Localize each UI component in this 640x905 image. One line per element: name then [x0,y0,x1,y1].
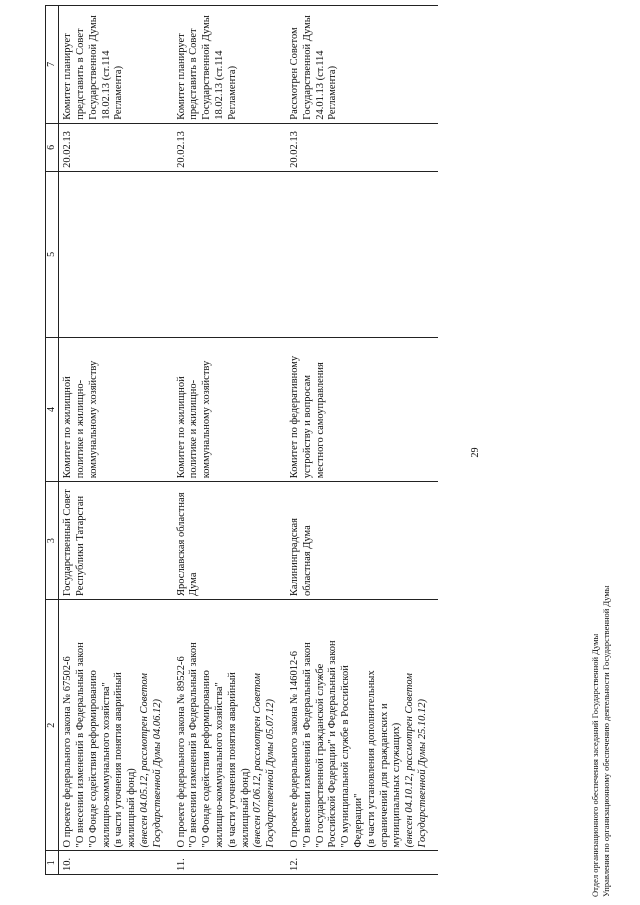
bill-line: жилищно-коммунального хозяйства" [100,682,112,848]
bill-line: (в части установления дополнительных [365,670,377,848]
bill-line: О проекте федерального закона № 89522-6 [175,656,187,848]
bill-line: О проекте федерального закона № 146012-6 [288,650,300,848]
column-number: 1 [46,851,59,875]
column-number: 2 [46,599,59,850]
initiator: Калининградская областная Дума [286,482,438,600]
bill-line: (в части уточнения понятия аварийный [113,672,125,848]
bill-line: Федерации" [352,793,364,848]
bill-line: "О внесении изменений в Федеральный закон [188,642,200,848]
bill-description [173,599,286,850]
bill-description [286,599,438,850]
bill-line: "О муниципальной службе в Российской [340,665,352,848]
column-number: 3 [46,482,59,600]
bill-line: ограничений для гражданских и [378,703,390,848]
table-row [173,6,286,875]
column-number-row [46,6,59,875]
status: Комитет планирует представить в Совет Государственной Думы 18.02.13 (ст.114 Регламента) [173,6,286,124]
column-number: 7 [46,6,59,124]
bill-line: жилищно-коммунального хозяйства" [213,682,225,848]
bill-line: "О государственной гражданской службе [314,663,326,848]
footer-line: Управления по организационному обеспечению деятельности Государственной Думы [600,585,611,897]
column-number: 4 [46,337,59,481]
initiator: Государственный Совет Республики Татарстан [59,482,173,600]
column-number: 6 [46,123,59,171]
row-number: 11. [173,851,286,875]
bill-line: "О внесении изменений в Федеральный закон [74,642,86,848]
bill-note: (внесен 04.10.12, рассмотрен Советом Государственной Думы 25.10.12) [404,673,428,848]
table-row [59,6,173,875]
column-number: 5 [46,171,59,337]
committee: Комитет по жилищной политике и жилищно-коммунальному хозяйству [59,337,173,481]
page-number: 29 [470,447,481,458]
bill-line: жилищный фонд) [239,768,251,848]
date: 20.02.13 [286,123,438,171]
bill-line: жилищный фонд) [126,768,138,848]
bill-note: (внесен 07.06.12, рассмотрен Советом Государственной Думы 05.07.12) [252,673,277,848]
row-number: 12. [286,851,438,875]
footer-line: Отдел организационного обеспечения заседаний Государственной Думы [590,633,600,897]
status: Комитет планирует представить в Совет Государственной Думы 18.02.13 (ст.114 Регламента) [59,6,173,124]
bill-line: муниципальных служащих) [391,722,403,848]
bill-line: "О Фонде содействия реформированию [87,670,99,848]
status: Рассмотрен Советом Государственной Думы 24.01.13 (ст.114 Регламента) [286,6,438,124]
column-5-cell [286,171,438,337]
committee: Комитет по федеративному устройству и вопросам местного самоуправления [286,337,438,481]
bill-line: (в части уточнения понятия аварийный [226,672,238,848]
bill-line: "О внесении изменений в Федеральный закон [301,642,313,848]
table-row [286,6,438,875]
footer [590,586,611,897]
bill-description [59,599,173,850]
date: 20.02.13 [59,123,173,171]
bill-note: (внесен 04.05.12, рассмотрен Советом Государственной Думы 04.06.12) [138,673,163,848]
bills-table [45,5,438,875]
bill-line: О проекте федерального закона № 67502-6 [62,656,74,848]
column-5-cell [59,171,173,337]
committee: Комитет по жилищной политике и жилищно-коммунальному хозяйству [173,337,286,481]
column-5-cell [173,171,286,337]
row-number: 10. [59,851,173,875]
initiator: Ярославская областная Дума [173,482,286,600]
bill-line: "О Фонде содействия реформированию [201,670,213,848]
date: 20.02.13 [173,123,286,171]
bill-line: Российской Федерации" и Федеральный закон [327,640,339,848]
